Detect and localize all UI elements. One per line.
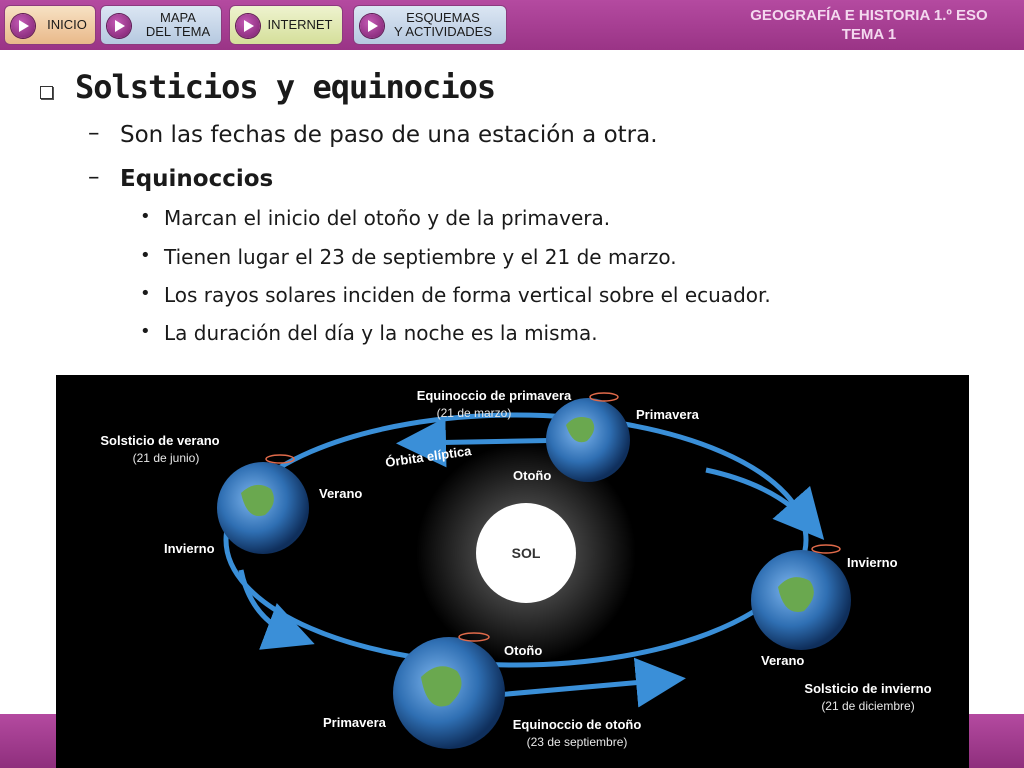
bullet-rayos: Los rayos solares inciden de forma vertical sobre el ecuador. xyxy=(164,283,771,307)
mapa-del-tema-button[interactable] xyxy=(100,5,222,45)
bullet-duracion: La duración del día y la noche es la misma. xyxy=(164,321,598,345)
label-orbita-eliptica: Órbita elíptica xyxy=(384,443,473,470)
label-top-otono: Otoño xyxy=(513,468,552,483)
label-bottom-primavera: Primavera xyxy=(323,715,386,730)
internet-button[interactable] xyxy=(229,5,343,45)
top-bar xyxy=(0,0,1024,50)
dot-bullet: • xyxy=(140,321,151,342)
play-icon xyxy=(11,14,35,38)
earth-icon-spring xyxy=(546,393,630,482)
mapa-label: MAPA DEL TEMA xyxy=(145,10,211,39)
label-equinoccio-primavera: Equinoccio de primavera xyxy=(416,388,572,403)
label-right-verano: Verano xyxy=(761,653,805,668)
sun-label: SOL xyxy=(511,545,541,561)
inicio-label: INICIO xyxy=(47,17,87,32)
item-fechas: Son las fechas de paso de una estación a otra. xyxy=(120,122,658,148)
play-icon xyxy=(360,14,384,38)
label-left-verano: Verano xyxy=(319,486,363,501)
bullet-fechas: Tienen lugar el 23 de septiembre y el 21 de marzo. xyxy=(164,245,677,269)
play-icon xyxy=(236,14,260,38)
dot-bullet: • xyxy=(140,206,151,227)
slide-title: Solsticios y equinocios xyxy=(75,68,496,106)
label-solsticio-invierno: Solsticio de invierno xyxy=(804,681,932,696)
label-right-invierno: Invierno xyxy=(847,555,898,570)
label-top-primavera: Primavera xyxy=(636,407,699,422)
dot-bullet: • xyxy=(140,245,151,266)
orbit-arrow xyxy=(706,470,811,525)
label-left-invierno: Invierno xyxy=(164,541,215,556)
bullet-otono-primavera: Marcan el inicio del otoño y de la primavera. xyxy=(164,206,611,230)
label-equinoccio-primavera-date: (21 de marzo) xyxy=(436,406,512,420)
course-title-line2: TEMA 1 xyxy=(841,26,897,43)
label-solsticio-invierno-date: (21 de diciembre) xyxy=(821,699,915,713)
label-solsticio-verano: Solsticio de verano xyxy=(100,433,220,448)
label-solsticio-verano-date: (21 de junio) xyxy=(132,451,200,465)
label-equinoccio-otono: Equinoccio de otoño xyxy=(512,717,642,732)
course-title xyxy=(724,6,1014,44)
esquemas-button[interactable] xyxy=(353,5,507,45)
earth-icon-winter xyxy=(751,545,851,650)
checkbox-bullet-icon xyxy=(40,86,53,99)
internet-label: INTERNET xyxy=(267,17,333,32)
play-icon xyxy=(107,14,131,38)
inicio-button[interactable] xyxy=(4,5,96,45)
label-bottom-otono: Otoño xyxy=(504,643,543,658)
dash-bullet: – xyxy=(88,120,100,146)
course-title-line1: GEOGRAFÍA E HISTORIA 1.º ESO xyxy=(750,7,988,24)
item-equinoccios: Equinoccios xyxy=(120,166,274,192)
orbit-diagram-svg xyxy=(56,375,969,768)
orbit-diagram xyxy=(56,375,969,768)
orbit-arrow xyxy=(496,680,666,695)
dash-bullet: – xyxy=(88,164,100,190)
esquemas-label: ESQUEMAS Y ACTIVIDADES xyxy=(393,10,492,39)
dot-bullet: • xyxy=(140,283,151,304)
earth-icon-summer xyxy=(217,455,309,554)
label-equinoccio-otono-date: (23 de septiembre) xyxy=(526,735,628,749)
